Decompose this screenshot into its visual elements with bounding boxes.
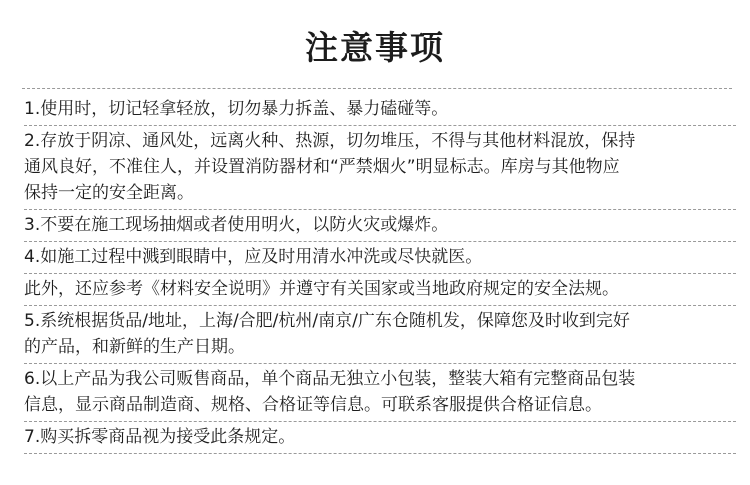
notice-line: 6.以上产品为我公司贩售商品，单个商品无独立小包装，整装大箱有完整商品包装 — [24, 369, 636, 389]
notice-item — [24, 422, 736, 454]
notice-item — [24, 242, 736, 274]
notice-item — [24, 306, 736, 364]
notice-line: 4.如施工过程中溅到眼睛中，应及时用清水冲洗或尽快就医。 — [24, 247, 483, 267]
notice-line: 3.不要在施工现场抽烟或者使用明火，以防火灾或爆炸。 — [24, 215, 449, 235]
notice-line: 此外，还应参考《材料安全说明》并遵守有关国家或当地政府规定的安全法规。 — [24, 279, 619, 299]
notice-line: 7.购买拆零商品视为接受此条规定。 — [24, 427, 296, 447]
notice-item — [24, 94, 736, 126]
notice-item — [24, 126, 736, 210]
notice-line: 5.系统根据货品/地址，上海/合肥/杭州/南京/广东仓随机发，保障您及时收到完好 — [24, 311, 630, 331]
notice-list — [24, 94, 736, 454]
notice-line: 通风良好，不准住人，并设置消防器材和“严禁烟火”明显标志。库房与其他物应 — [24, 157, 620, 177]
top-divider — [22, 88, 732, 89]
page-title: 注意事项 — [305, 28, 445, 67]
notice-item — [24, 274, 736, 306]
notice-line: 信息，显示商品制造商、规格、合格证等信息。可联系客服提供合格证信息。 — [24, 395, 602, 415]
notice-item — [24, 364, 736, 422]
notice-line: 2.存放于阴凉、通风处，远离火种、热源，切勿堆压，不得与其他材料混放，保持 — [24, 131, 636, 151]
notice-line: 的产品，和新鲜的生产日期。 — [24, 337, 245, 357]
notice-line: 1.使用时，切记轻拿轻放，切勿暴力拆盖、暴力磕碰等。 — [24, 99, 449, 119]
notice-line: 保持一定的安全距离。 — [24, 183, 194, 203]
notice-item — [24, 210, 736, 242]
